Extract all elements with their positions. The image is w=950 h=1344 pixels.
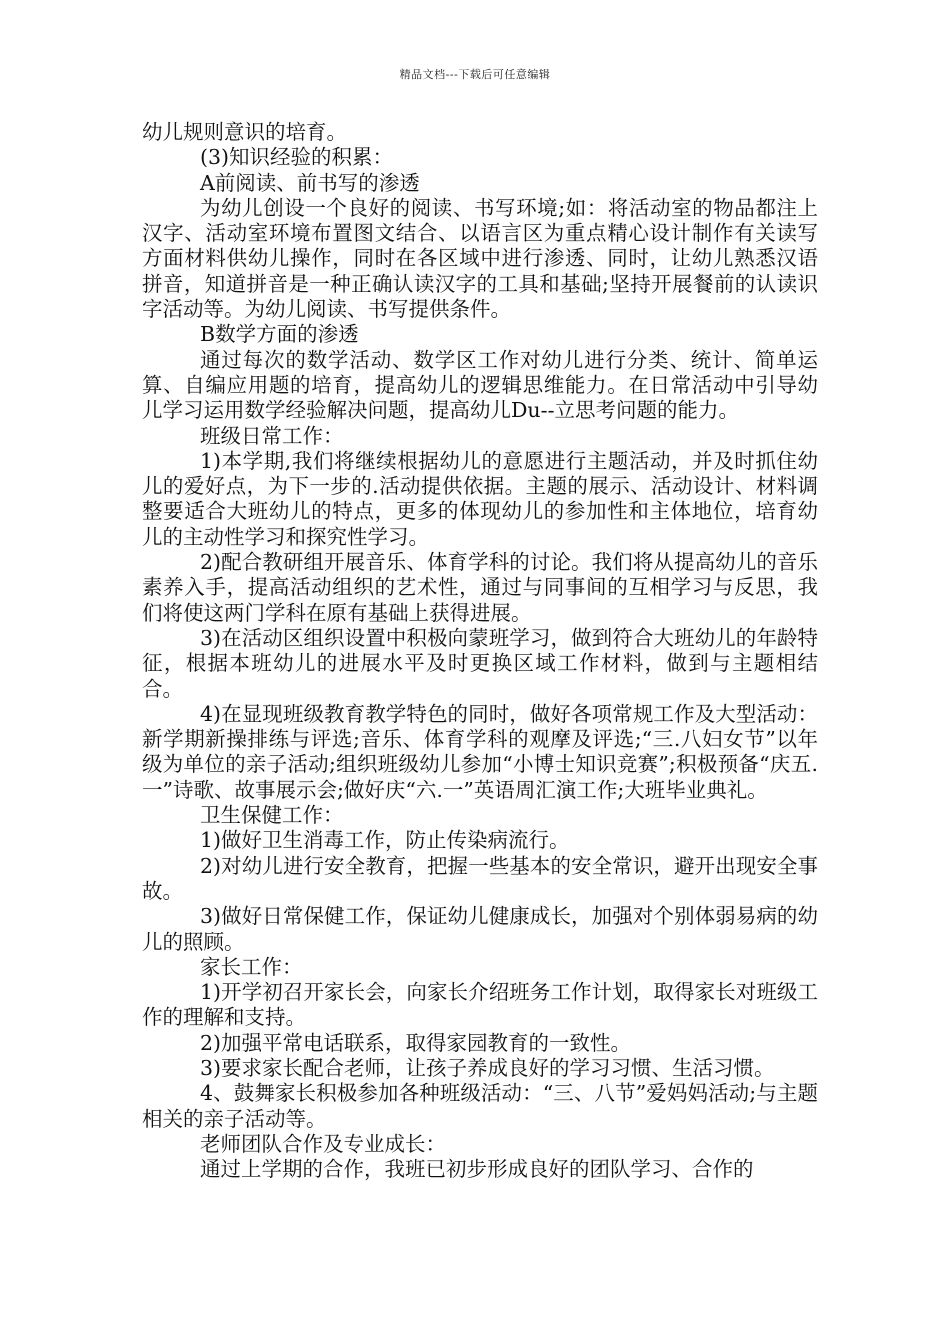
- paragraph: 4)在显现班级教育教学特色的同时，做好各项常规工作及大型活动：新学期新操排练与评选;音乐、体育学科的观摩及评选;“三.八妇女节”以年级为单位的亲子活动;组织班级幼儿参加“小博士知识竞赛”;积极预备“庆五.一”诗歌、故事展示会;做好庆“六.一”英语周汇演工作;大班毕业典礼。: [142, 701, 818, 802]
- paragraph: 3)在活动区组织设置中积极向蒙班学习，做到符合大班幼儿的年龄特征，根据本班幼儿的进展水平及时更换区域工作材料，做到与主题相结合。: [142, 625, 818, 701]
- document-body: [142, 120, 818, 1182]
- paragraph: 家长工作：: [200, 954, 303, 979]
- paragraph: B数学方面的渗透: [200, 322, 359, 347]
- paragraph: 班级日常工作：: [200, 423, 344, 448]
- paragraph: 2)配合教研组开展音乐、体育学科的讨论。我们将从提高幼儿的音乐素养入手，提高活动组织的艺术性，通过与同事间的互相学习与反思，我们将使这两门学科在原有基础上获得进展。: [142, 550, 818, 625]
- paragraph: 3)要求家长配合老师，让孩子养成良好的学习习惯、生活习惯。: [200, 1055, 775, 1080]
- page-header: 精品文档---下载后可任意编辑: [399, 68, 551, 81]
- paragraph: 老师团队合作及专业成长：: [200, 1131, 446, 1156]
- paragraph: 1)开学初召开家长会，向家长介绍班务工作计划，取得家长对班级工作的理解和支持。: [142, 980, 818, 1030]
- paragraph: 通过上学期的合作，我班已初步形成良好的团队学习、合作的: [200, 1157, 754, 1182]
- paragraph: 1)本学期,我们将继续根据幼儿的意愿进行主题活动，并及时抓住幼儿的爱好点，为下一步的.活动提供依据。主题的展示、活动设计、材料调整要适合大班幼儿的特点，更多的体现幼儿的参加性和主体地位，培育幼儿的主动性学习和探究性学习。: [142, 448, 818, 549]
- paragraph: 通过每次的数学活动、数学区工作对幼儿进行分类、统计、简单运算、自编应用题的培育，提高幼儿的逻辑思维能力。在日常活动中引导幼儿学习运用数学经验解决问题，提高幼儿Du--立思考问题的能力。: [142, 347, 818, 423]
- paragraph: 为幼儿创设一个良好的阅读、书写环境;如：将活动室的物品都注上汉字、活动室环境布置图文结合、以语言区为重点精心设计制作有关读写方面材料供幼儿操作，同时在各区域中进行渗透、同时，让幼儿熟悉汉语拼音，知道拼音是一种正确认读汉字的工具和基础;坚持开展餐前的认读识字活动等。为幼儿阅读、书写提供条件。: [142, 195, 818, 322]
- paragraph: 幼儿规则意识的培育。: [142, 120, 347, 144]
- paragraph: 3)做好日常保健工作，保证幼儿健康成长，加强对个别体弱易病的幼儿的照顾。: [142, 904, 818, 954]
- paragraph: 1)做好卫生消毒工作，防止传染病流行。: [200, 828, 570, 853]
- paragraph: A前阅读、前书写的渗透: [200, 170, 420, 195]
- paragraph: 4、鼓舞家长积极参加各种班级活动：“三、八节”爱妈妈活动;与主题相关的亲子活动等。: [142, 1081, 818, 1131]
- paragraph: 2)对幼儿进行安全教育，把握一些基本的安全常识，避开出现安全事故。: [142, 853, 818, 903]
- paragraph: (3)知识经验的积累：: [200, 145, 394, 170]
- paragraph: 卫生保健工作：: [200, 803, 344, 828]
- paragraph: 2)加强平常电话联系，取得家园教育的一致性。: [200, 1030, 632, 1055]
